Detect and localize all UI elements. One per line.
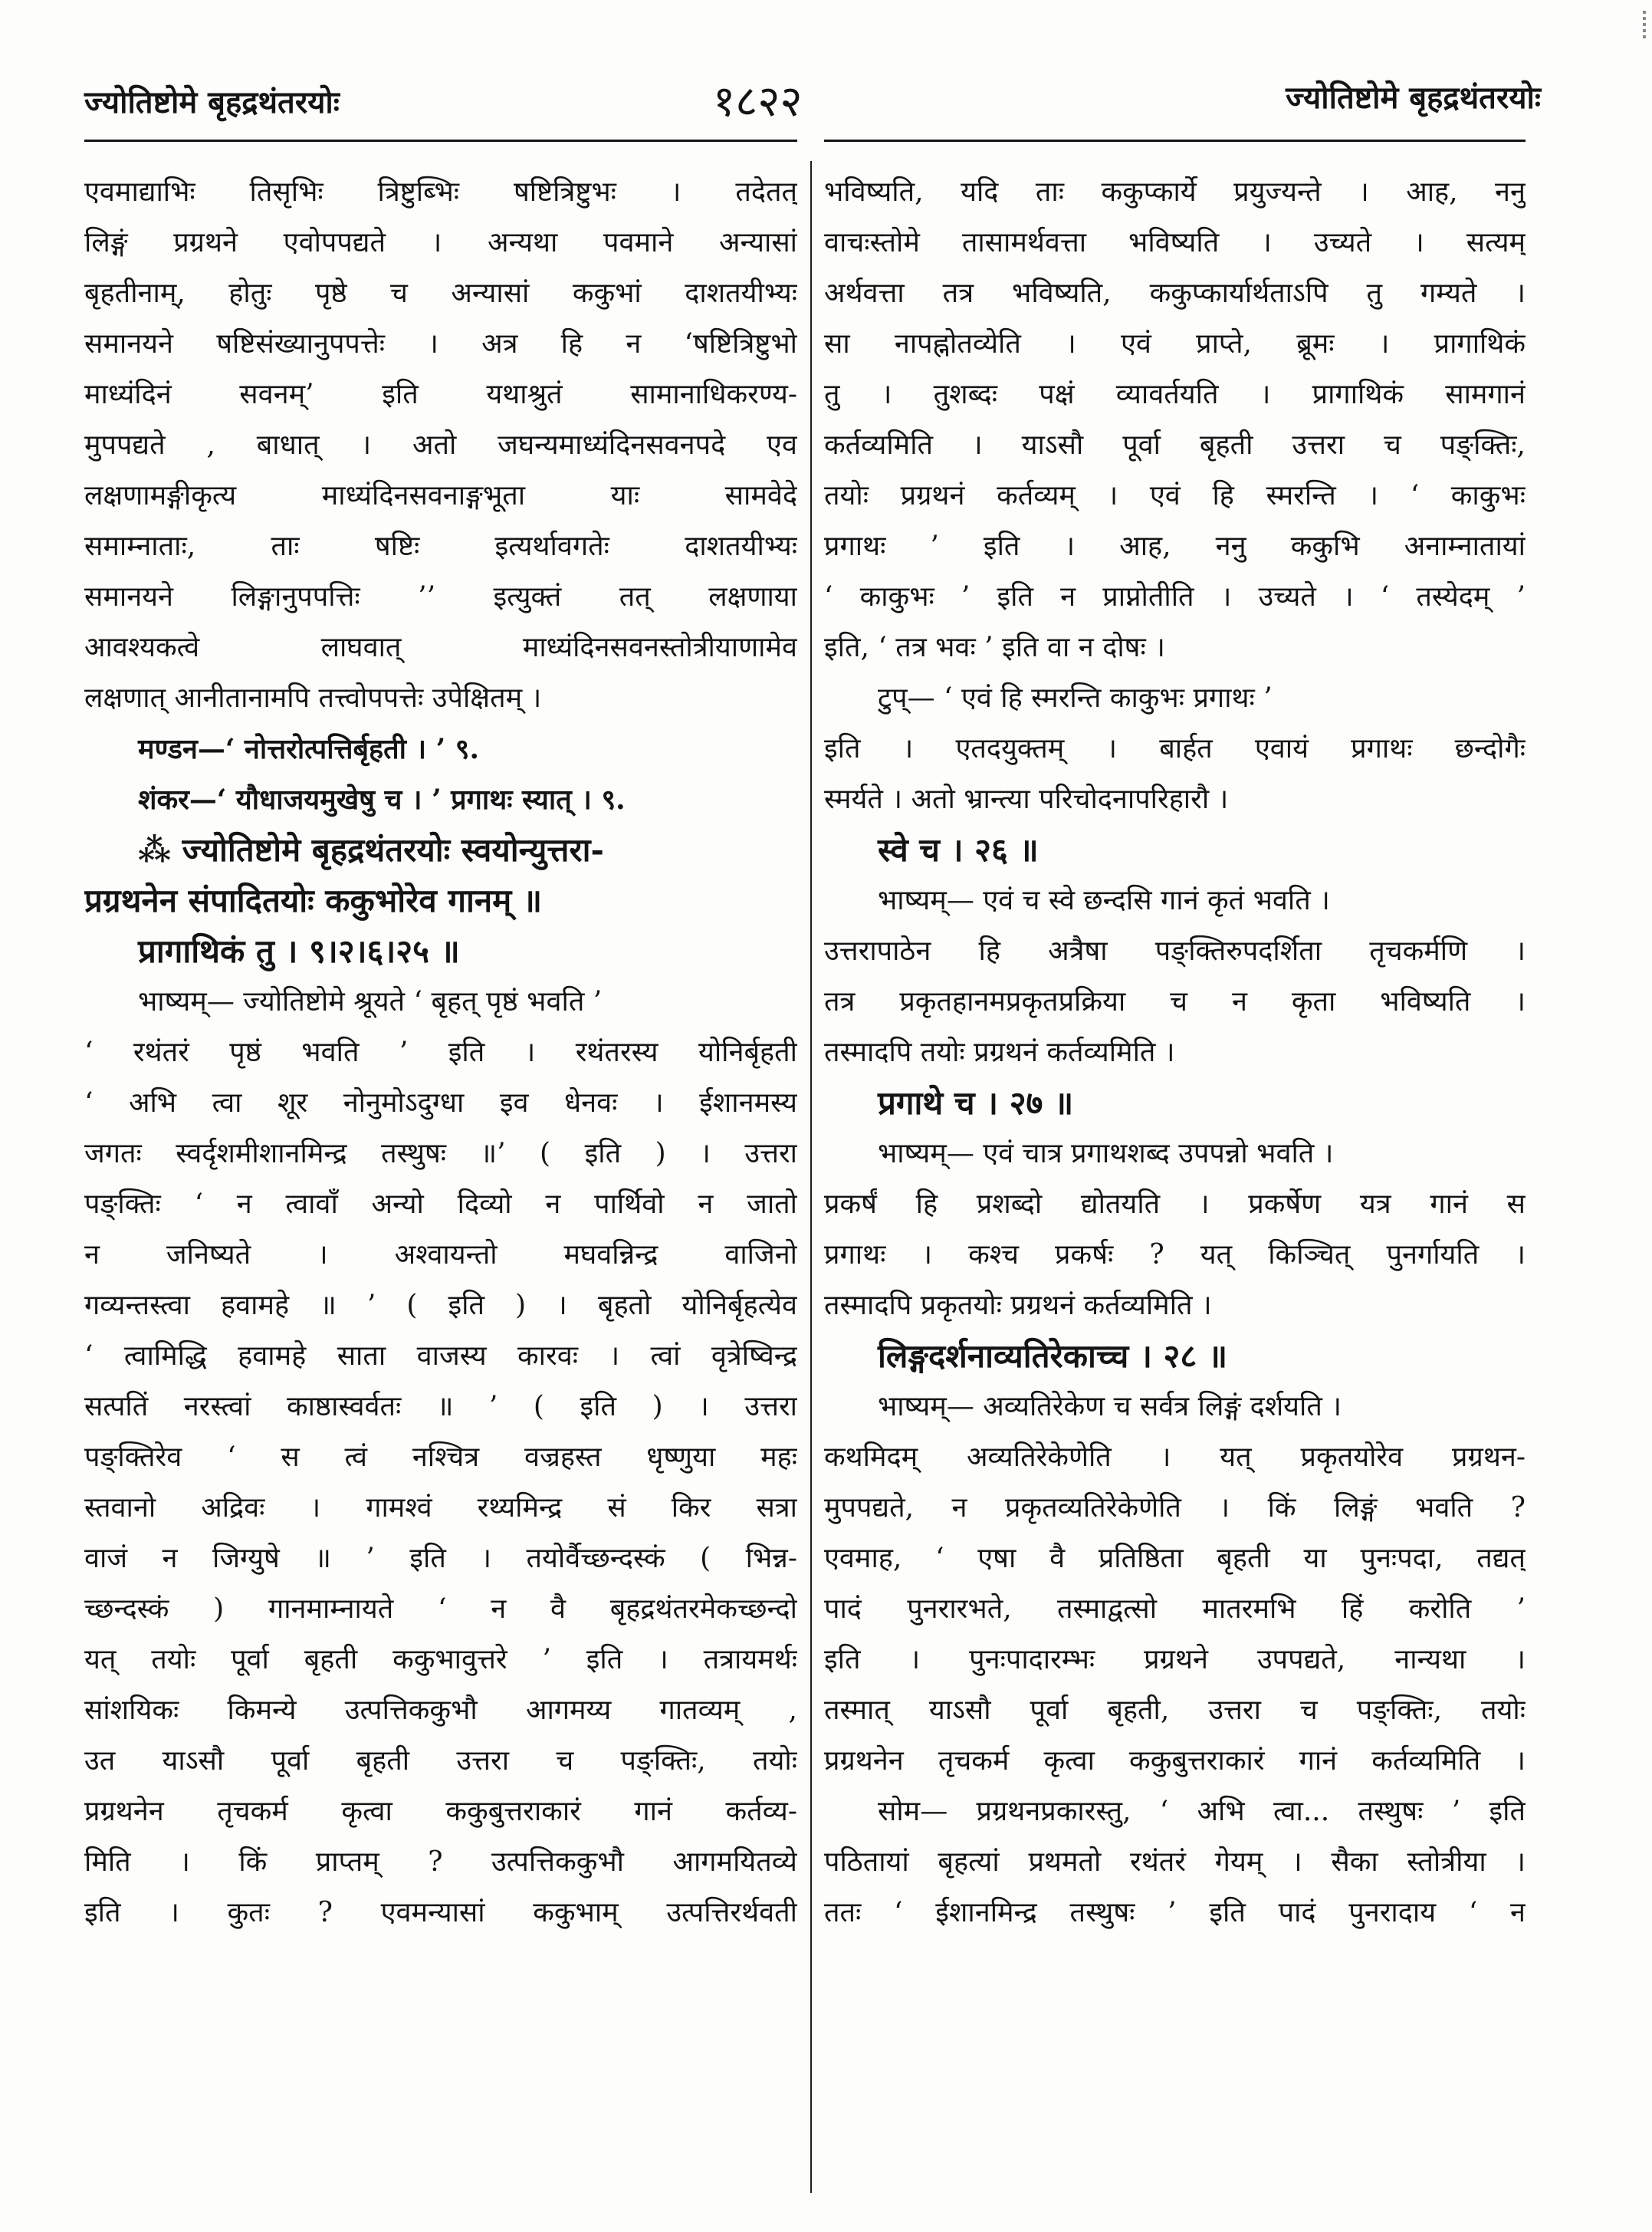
text-line: वाचःस्तोमे तासामर्थवत्ता भविष्यति । उच्यते । सत्यम् [824, 227, 1526, 258]
adhikarana-heading: ⁂ ज्योतिष्टोमे बृहद्रथंतरयोः स्वयोन्युत्तरा- [138, 831, 604, 869]
text-line: प्रग्रथनेन तृचकर्म कृत्वा ककुबुत्तराकारं गानं कर्तव्यमिति । [824, 1745, 1526, 1777]
text-line: सांशयिकः किमन्ये उत्पत्तिककुभौ आगमय्य गातव्यम् , [84, 1695, 797, 1726]
text-line: अर्थवत्ता तत्र भविष्यति, ककुप्कार्यार्थताऽपि तु गम्यते । [824, 278, 1526, 309]
text-line: प्रकर्षं हि प्रशब्दो द्योतयति । प्रकर्षेण यत्र गानं स [824, 1188, 1526, 1220]
text-line: इति । कुतः ? एवमन्यासां ककुभाम् उत्पत्तिरर्थवती [84, 1897, 797, 1928]
text-line: प्रग्रथनेन तृचकर्म कृत्वा ककुबुत्तराकारं गानं कर्तव्य- [84, 1796, 797, 1827]
text-line: स्तवानो अद्रिवः । गामश्वं रथ्यमिन्द्र सं किर सत्रा [84, 1492, 797, 1524]
text-line: पङ्क्तिरेव ‘ स त्वं नश्चित्र वज्रहस्त धृष्णुया महः [84, 1441, 797, 1473]
text-line: पङ्क्तिः ‘ न त्वावाँ अन्यो दिव्यो न पार्थिवो न जातो [84, 1188, 797, 1220]
bhashya-start: भाष्यम्— अव्यतिरेकेण च सर्वत्र लिङ्गं दर्शयति । [878, 1391, 1342, 1422]
text-line: स्मर्यते । अतो भ्रान्त्या परिचोदनापरिहारौ । [824, 784, 1229, 815]
text-line: मिति । किं प्राप्तम् ? उत्पत्तिककुभौ आगमयितव्ये [84, 1846, 797, 1878]
text-line: च्छन्दस्कं ) गानमाम्नायते ‘ न वै बृहद्रथंतरमेकच्छन्दो [84, 1593, 797, 1625]
text-line: यत् तयोः पूर्वा बृहती ककुभावुत्तरे ’ इति । तत्रायमर्थः [84, 1644, 797, 1675]
adhikarana-heading-cont: प्रग्रथनेन संपादितयोः ककुभोरेव गानम् ॥ [84, 882, 543, 919]
text-line: मुपपद्यते, न प्रकृतव्यतिरेकेणेति । किं लिङ्गं भवति ? [824, 1492, 1526, 1524]
bhashya-start: भाष्यम्— एवं च स्वे छन्दसि गानं कृतं भवति । [878, 885, 1330, 916]
sutra-heading: प्रागाथिकं तु । ९।२।६।२५ ॥ [138, 932, 460, 970]
text-line: भविष्यति, यदि ताः ककुप्कार्ये प्रयुज्यन्ते । आह, ननु [824, 176, 1526, 208]
text-line: ‘ काकुभः ’ इति न प्राप्नोतीति । उच्यते । ‘ तस्येदम् ’ [824, 581, 1526, 613]
text-line: गव्यन्तस्त्वा हवामहे ॥ ’ ( इति ) । बृहतो योनिर्बृहत्येव [84, 1290, 797, 1321]
running-head-right: ज्योतिष्टोमे बृहद्रथंतरयोः [1286, 81, 1541, 116]
text-line: लक्षणामङ्गीकृत्य माध्यंदिनसवनाङ्गभूता याः सामवेदे [84, 480, 797, 511]
scan-edge-marks [1641, 8, 1648, 54]
sutra-heading: स्वे च । २६ ॥ [878, 831, 1039, 869]
mandana-note: मण्डन—‘ नोत्तरोत्पत्तिर्बृहती । ’ ९. [138, 733, 479, 765]
text-line: एवमाद्याभिः तिसृभिः त्रिष्टुब्भिः षष्टित्रिष्टुभः । तदेतत् [84, 176, 797, 208]
text-line: तत्र प्रकृतहानमप्रकृतप्रक्रिया च न कृता भविष्यति । [824, 986, 1526, 1017]
header-rule-left [84, 140, 797, 142]
text-line: उत याऽसौ पूर्वा बृहती उत्तरा च पङ्क्तिः, तयोः [84, 1745, 797, 1777]
text-line: समानयने षष्टिसंख्यानुपपत्तेः । अत्र हि न ‘षष्टित्रिष्टुभो [84, 328, 797, 360]
text-line: तस्मादपि प्रकृतयोः प्रग्रथनं कर्तव्यमिति । [824, 1290, 1212, 1321]
text-line: वाजं न जिग्युषे ॥ ’ इति । तयोर्वैच्छन्दस्कं ( भिन्न- [84, 1543, 797, 1574]
text-line: तु । तुशब्दः पक्षं व्यावर्तयति । प्रागाथिकं सामगानं [824, 379, 1526, 410]
text-line: न जनिष्यते । अश्वायन्तो मघवन्निन्द्र वाजिनो [84, 1239, 797, 1270]
page-number: १८२२ [713, 77, 803, 127]
sutra-heading: प्रगाथे च । २७ ॥ [878, 1084, 1074, 1122]
page-header [84, 61, 1541, 138]
shankara-note: शंकर—‘ यौधाजयमुखेषु च । ’ प्रगाथः स्यात् । ९. [138, 784, 626, 816]
bhashya-start: भाष्यम्— एवं चात्र प्रगाथशब्द उपपन्नो भवति । [878, 1138, 1334, 1169]
text-line: लिङ्गं प्रग्रथने एवोपपद्यते । अन्यथा पवमाने अन्यासां [84, 227, 797, 258]
text-line: ‘ रथंतरं पृष्ठं भवति ’ इति । रथंतरस्य योनिर्बृहती [84, 1037, 797, 1068]
text-line: कर्तव्यमिति । याऽसौ पूर्वा बृहती उत्तरा च पङ्क्तिः, [824, 429, 1526, 461]
text-line: इति, ‘ तत्र भवः ’ इति वा न दोषः । [824, 632, 1165, 663]
tuptika-note: टुप्— ‘ एवं हि स्मरन्ति काकुभः प्रगाथः ’ [878, 682, 1273, 714]
text-line: प्रगाथः । कश्च प्रकर्षः ? यत् किञ्चित् पुनर्गायति । [824, 1239, 1526, 1270]
text-line: उत्तरापाठेन हि अत्रैषा पङ्क्तिरुपदर्शिता तृचकर्मणि । [824, 935, 1526, 967]
text-line: ‘ त्वामिद्धि हवामहे साता वाजस्य कारवः । त्वां वृत्रेष्विन्द्र [84, 1340, 797, 1372]
text-line: ‘ अभि त्वा शूर नोनुमोऽदुग्धा इव धेनवः । ईशानमस्य [84, 1087, 797, 1119]
text-line: जगतः स्वर्दृशमीशानमिन्द्र तस्थुषः ॥’ ( इति ) । उत्तरा [84, 1138, 797, 1169]
text-line: तस्मात् याऽसौ पूर्वा बृहती, उत्तरा च पङ्क्तिः, तयोः [824, 1695, 1526, 1726]
text-line: पादं पुनरारभते, तस्माद्वत्सो मातरमभि हिं करोति ’ [824, 1593, 1526, 1625]
text-line: एवमाह, ‘ एषा वै प्रतिष्ठिता बृहती या पुनःपदा, तद्यत् [824, 1543, 1526, 1574]
text-line: ततः ‘ ईशानमिन्द्र तस्थुषः ’ इति पादं पुनरादाय ‘ न [824, 1897, 1526, 1928]
text-line: सा नापह्नोतव्येति । एवं प्राप्ते, ब्रूमः । प्रागाथिकं [824, 328, 1526, 360]
text-line: माध्यंदिनं सवनम्’ इति यथाश्रुतं सामानाधिकरण्य- [84, 379, 797, 410]
soma-note: सोम— प्रग्रथनप्रकारस्तु, ‘ अभि त्वा... तस्थुषः ’ इति [878, 1796, 1526, 1827]
text-line: समाम्नाताः, ताः षष्टिः इत्यर्थावगतेः दाशतयीभ्यः [84, 531, 797, 562]
text-line: मुपपद्यते , बाधात् । अतो जघन्यमाध्यंदिनसवनपदे एव [84, 429, 797, 461]
text-line: बृहतीनाम्, होतुः पृष्ठे च अन्यासां ककुभां दाशतयीभ्यः [84, 278, 797, 309]
text-line: पठितायां बृहत्यां प्रथमतो रथंतरं गेयम् । सैका स्तोत्रीया । [824, 1846, 1526, 1878]
text-line: सत्पतिं नरस्त्वां काष्ठास्वर्वतः ॥ ’ ( इति ) । उत्तरा [84, 1391, 797, 1422]
left-column [84, 167, 797, 1938]
sutra-heading: लिङ्गदर्शनाव्यतिरेकाच्च । २८ ॥ [878, 1337, 1227, 1375]
text-line: समानयने लिङ्गानुपपत्तिः ’’ इत्युक्तं तत् लक्षणाया [84, 581, 797, 613]
text-line: लक्षणात् आनीतानामपि तत्त्वोपपत्तेः उपेक्षितम् । [84, 682, 542, 714]
header-rule-right [824, 140, 1526, 142]
bhashya-start: भाष्यम्— ज्योतिष्टोमे श्रूयते ‘ बृहत् पृष्ठं भवति ’ [138, 986, 603, 1017]
text-line: प्रगाथः ’ इति । आह, ननु ककुभि अनाम्नातायां [824, 531, 1526, 562]
right-column [824, 167, 1526, 1938]
text-line: तस्मादपि तयोः प्रग्रथनं कर्तव्यमिति । [824, 1037, 1175, 1068]
running-head-left: ज्योतिष्टोमे बृहद्रथंतरयोः [84, 85, 340, 120]
text-line: इति । पुनःपादारम्भः प्रग्रथने उपपद्यते, नान्यथा । [824, 1644, 1526, 1675]
text-line: आवश्यकत्वे लाघवात् माध्यंदिनसवनस्तोत्रीयाणामेव [84, 632, 797, 663]
text-line: कथमिदम् अव्यतिरेकेणेति । यत् प्रकृतयोरेव प्रग्रथन- [824, 1441, 1526, 1473]
column-divider [810, 161, 812, 2193]
text-line: तयोः प्रग्रथनं कर्तव्यम् । एवं हि स्मरन्ति । ‘ काकुभः [824, 480, 1526, 511]
text-line: इति । एतदयुक्तम् । बार्हत एवायं प्रगाथः छन्दोगैः [824, 733, 1526, 764]
